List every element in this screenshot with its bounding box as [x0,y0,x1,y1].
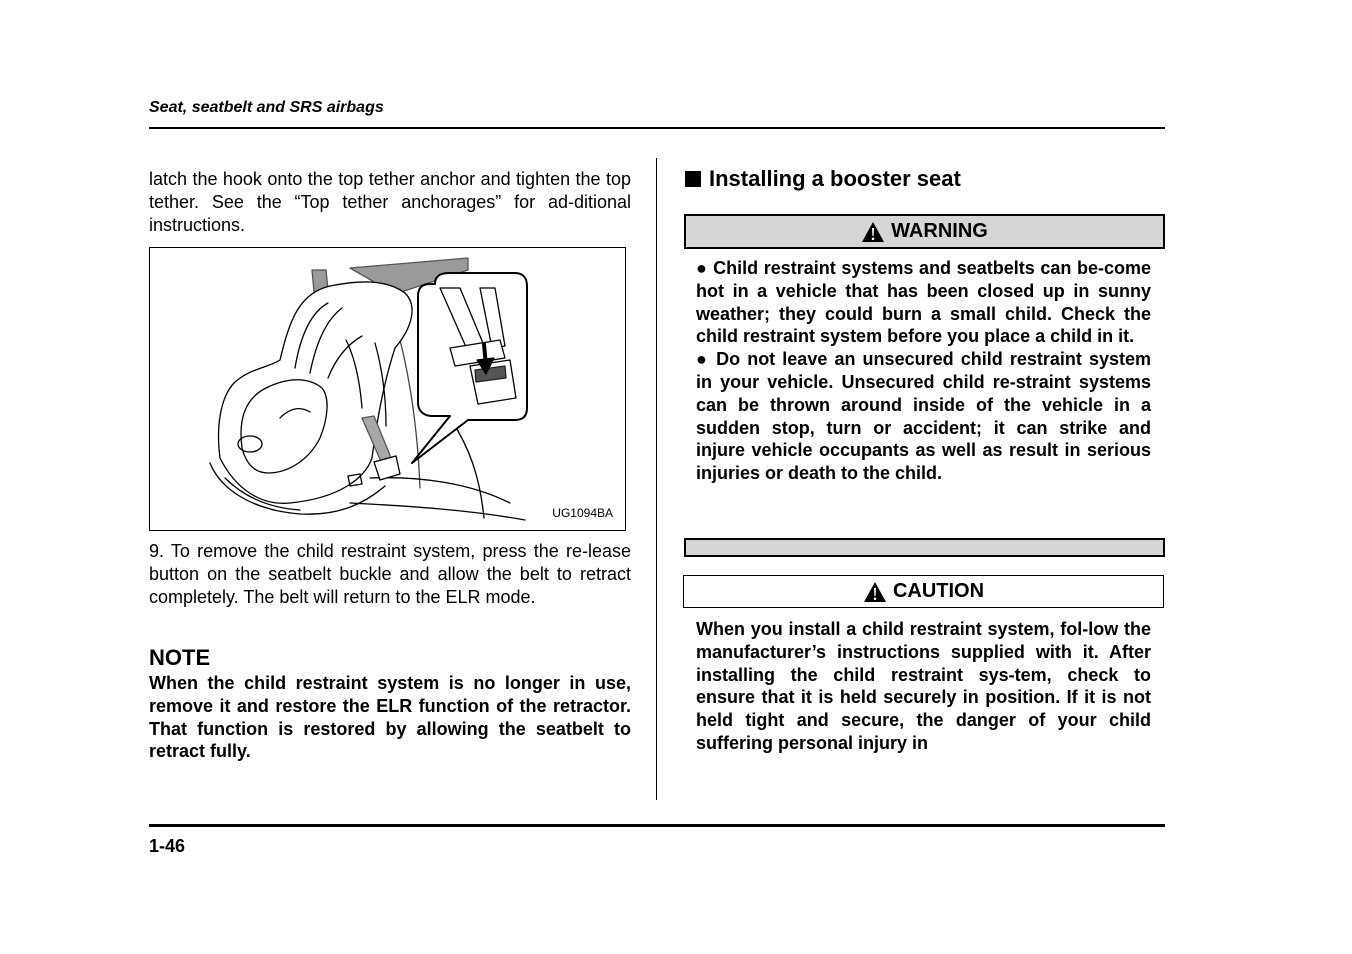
paragraph-top-tether: latch the hook onto the top tether anchor and tighten the top tether. See the “Top tether anchorages” for ad-ditional instructions. [149,169,631,235]
note-text: When the child restraint system is no longer in use, remove it and restore the ELR function of the retractor. That function is restored by allowing the seatbelt to retract fully. [149,673,631,762]
square-bullet-icon [685,171,701,187]
warning-bullet-2: ● Do not leave an unsecured child restraint system in your vehicle. Unsecured child re-straint systems can be thrown around inside of the vehicle in a sudden stop, turn or accident; it can strike and injure vehicle occupants as well as result in serious injuries or death to the child. [696,349,1151,484]
warning-label: WARNING [891,220,988,242]
note-heading: NOTE [149,645,211,670]
column-divider [656,158,657,800]
footer-rule [149,824,1165,827]
section-heading-text: Installing a booster seat [709,166,961,191]
child-seat-illustration [150,248,625,530]
section-heading [685,166,961,192]
figure-code: UG1094BA [552,506,613,520]
paragraph-step-9: 9. To remove the child restraint system, press the re-lease button on the seatbelt buckle and allow the belt to retract completely. The belt will return to the ELR mode. [149,541,631,607]
header-rule [149,127,1165,129]
caution-triangle-icon [863,581,887,603]
caution-banner [683,575,1164,608]
page-number: 1-46 [149,836,186,856]
warning-triangle-icon [861,221,885,243]
warning-bullet-1: ● Child restraint systems and seatbelts can be-come hot in a vehicle that has been closed up in sunny weather; they could burn a small child. Check the child restraint system before you place a child in it. [696,258,1151,347]
warning-end-bar [684,538,1165,557]
page-header-title: Seat, seatbelt and SRS airbags [149,99,384,116]
caution-text: When you install a child restraint system, fol-low the manufacturer’s instructions supplied with it. After installing the child restraint sys-tem, check to ensure that it is held securely in position. If it is not held tight and secure, the danger of your child suffering personal injury in [696,619,1151,753]
child-seat-figure [149,247,626,531]
warning-banner [684,214,1165,249]
caution-label: CAUTION [892,580,985,602]
warning-text [696,257,1151,485]
